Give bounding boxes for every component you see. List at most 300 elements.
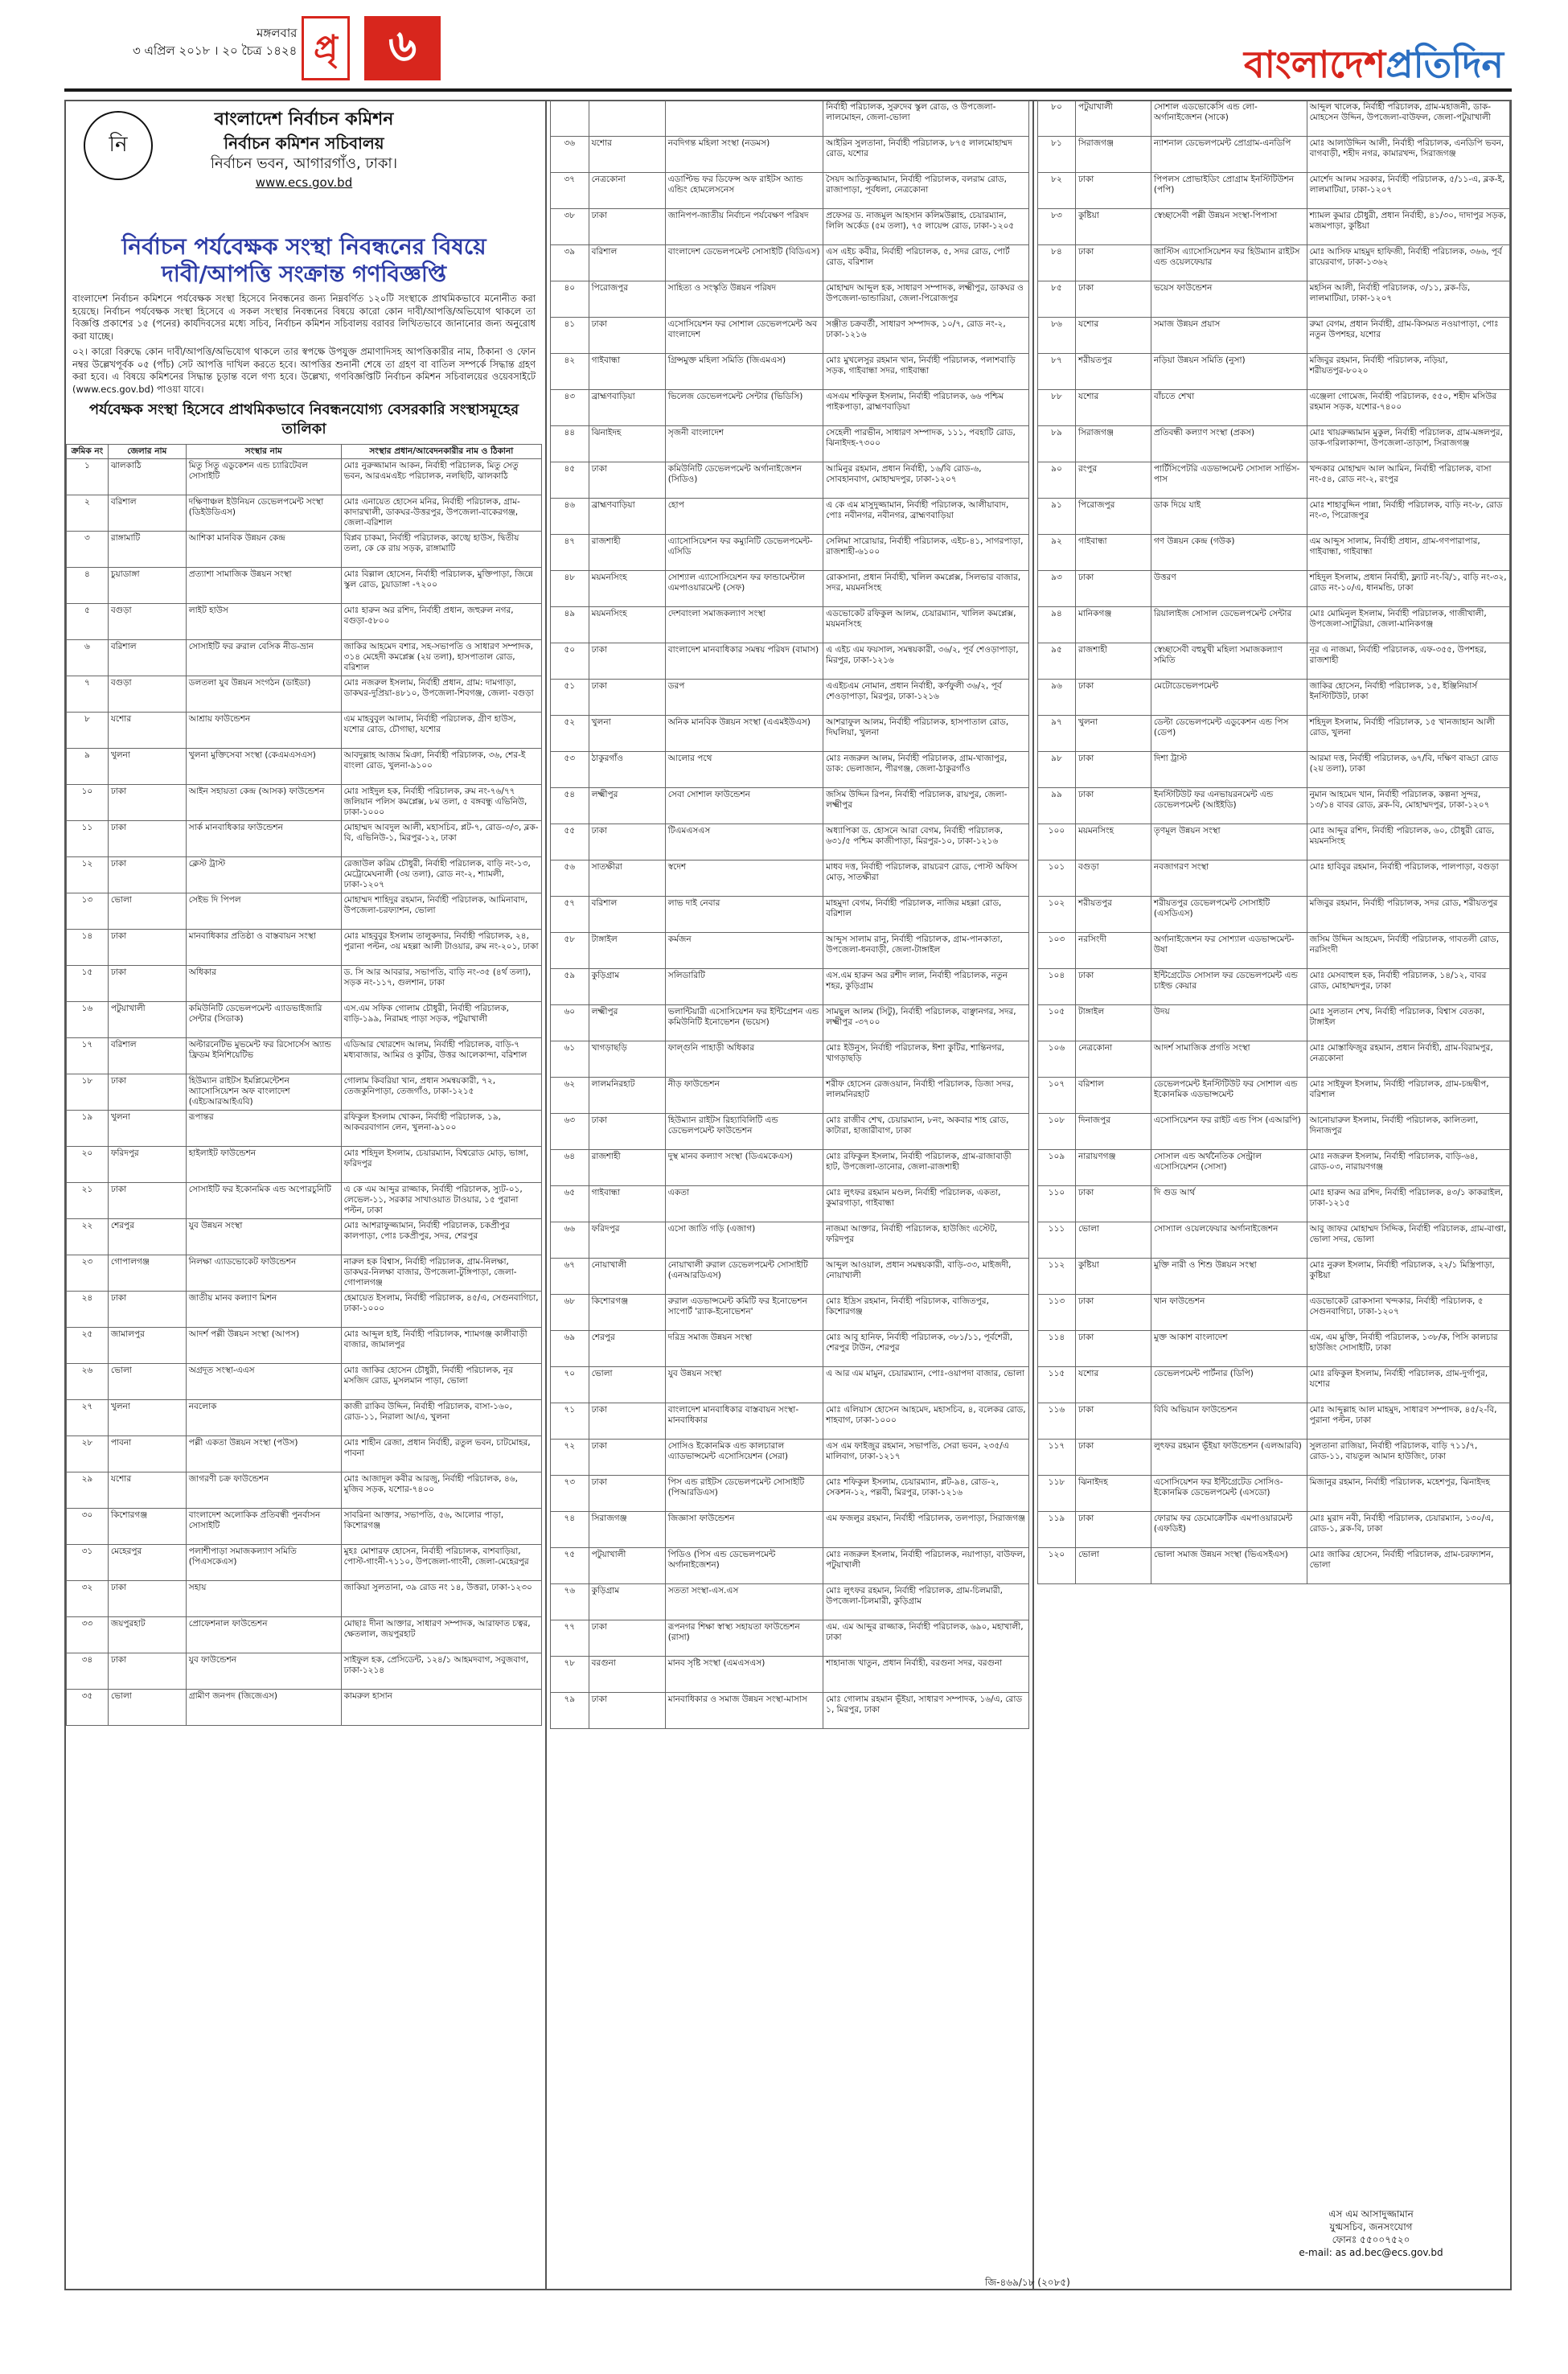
cell-district: নেত্রকোনা [1075, 1041, 1151, 1078]
cell-serial: ৩২ [67, 1581, 109, 1617]
cell-address: সাইফুল হক, প্রেসিডেন্ট, ১২৪/১ আহমদবাগ, সবুজবাগ, ঢাকা-১২১৪ [341, 1653, 541, 1690]
cell-organization: একতা [665, 1186, 823, 1222]
cell-organization: পিস এন্ড রাইটস ডেভেলপমেন্ট সোসাইটি (পিআরডিএস) [665, 1476, 823, 1512]
cell-serial: ২৫ [67, 1328, 109, 1364]
table-row [1038, 643, 1510, 680]
cell-district: ঝালকাঠি [108, 459, 186, 495]
cell-serial: ৯৯ [1038, 788, 1076, 824]
cell-organization: কমিউনিটি ডেভেলপমেন্ট এ্যাডভাইজারি সেন্টার (সিডাক) [186, 1002, 341, 1038]
cell-district: পটুয়াখালী [108, 1002, 186, 1038]
cell-organization: রিয়ালাইজ সোসাল ডেভেলপমেন্ট সেন্টার [1151, 607, 1307, 643]
cell-organization: মানব সৃষ্টি সংস্থা (এমএসএস) [665, 1657, 823, 1693]
cell-address: হেমায়েত ইসলাম, নির্বাহী পরিচালক, ৪৫/এ, সেগুনবাগিচা, ঢাকা-১০০০ [341, 1292, 541, 1328]
cell-serial: ৪৫ [551, 462, 589, 499]
cell-address: এস এইচ কবীর, নির্বাহী পরিচালক, ৫, সদর রোড, পোর্ট রোড, বরিশাল [823, 245, 1029, 281]
cell-organization: বাঁচতে শেখা [1151, 390, 1307, 426]
cell-serial: ২১ [67, 1183, 109, 1219]
cell-serial: ৭৯ [551, 1693, 589, 1729]
cell-district: ভোলা [108, 1690, 186, 1726]
cell-address: আব্দুল খালেক, নির্বাহী পরিচালক, গ্রাম-মহাজনী, ডাক-মোহসেন উদ্দিন, উপজেলা-বাউফল, জেলা-পটুয়াখালী [1307, 101, 1509, 137]
table-row [67, 1002, 542, 1038]
cell-organization: তৃণমূল উন্নয়ন সংস্থা [1151, 824, 1307, 860]
cell-organization: এসোসিয়েশন ফর রাইট এন্ড পিস (এআরপি) [1151, 1114, 1307, 1150]
cell-organization: জিজ্ঞাসা ফাউন্ডেশন [665, 1512, 823, 1548]
table-row [551, 426, 1029, 462]
table-row [67, 1400, 542, 1436]
cell-address: এডিআর খোরশেদ আলম, নির্বাহী পরিচালক, বাড়ি-৭ মধ্যবাজার, আমির ও কুটির, উত্তর আলেকান্দা, বরিশাল [341, 1038, 541, 1074]
table-row [1038, 716, 1510, 752]
cell-organization: অনিক মানবিক উন্নয়ন সংস্থা (এএমইউএস) [665, 716, 823, 752]
cell-address: এম ফজলুর রহমান, নির্বাহী পরিচালক, তলপাড়া, সিরাজগঞ্জ [823, 1512, 1029, 1548]
table-row [67, 568, 542, 604]
cell-serial: ১০ [67, 785, 109, 821]
cell-organization: মুক্তি নারী ও শিশু উন্নয়ন সংস্থা [1151, 1259, 1307, 1295]
cell-serial: ৯১ [1038, 499, 1076, 535]
cell-serial: ৩৮ [551, 209, 589, 245]
cell-serial: ১১৩ [1038, 1295, 1076, 1331]
cell-district: ব্রাহ্মণবাড়িয়া [589, 390, 665, 426]
cell-district: পটুয়াখালী [1075, 101, 1151, 137]
cell-address: মোঃ হারুন অর রশিদ, নির্বাহী পরিচালক, ৪৩/১ কাকরাইল, ঢাকা-১২১৫ [1307, 1186, 1509, 1222]
cell-district: টাঙ্গাইল [589, 933, 665, 969]
cell-district: খুলনা [1075, 716, 1151, 752]
table-row [1038, 680, 1510, 716]
cell-organization: দেশবাংলা সমাজকল্যাণ সংস্থা [665, 607, 823, 643]
cell-address: এম মাহবুবুল আলাম, নির্বাহী পরিচালক, গ্রীণ হাউস, যশোর রোড, চৌগাছা, যশোর [341, 713, 541, 749]
cell-address: শহিদুল ইসলাম, প্রধান নির্বাহী, ফ্ল্যাট নং-বি/১, বাড়ি নং-৩২, রোড নং-১০/এ, ধানমন্ডি, ঢাকা [1307, 571, 1509, 607]
cell-district: খুলনা [108, 1400, 186, 1436]
cell-district: কুষ্টিয়া [1075, 1259, 1151, 1295]
table-row [1038, 1512, 1510, 1548]
notice-title: নির্বাচন পর্যবেক্ষক সংস্থা নিবন্ধনের বিষয়ে দাবী/আপত্তি সংক্রান্ত গণবিজ্ঞপ্তি [121, 233, 486, 287]
cell-organization: জাগরণী চক্র ফাউন্ডেশন [186, 1472, 341, 1509]
cell-organization: সৃজনী বাংলাদেশ [665, 426, 823, 462]
cell-address: মোঃ মোমিনুল ইসলাম, নির্বাহী পরিচালক, গাজীখালী, উপজেলা-সাটুরিয়া, জেলা-মানিকগঞ্জ [1307, 607, 1509, 643]
cell-organization: ইন্টিগ্রেটেড সোসাল ফর ডেভেলপমেন্ট এন্ড চাইল্ড কেয়ার [1151, 969, 1307, 1005]
cell-organization: এডাপ্টিভ ফর ডিফেন্স অফ রাইটস অ্যান্ড এন্ডিং হোমলেসনেস [665, 173, 823, 209]
cell-serial: ১২০ [1038, 1548, 1076, 1584]
header-organization: সংস্থার নাম [186, 445, 341, 459]
cell-address: জসিম উদ্দিন আহমেদ, নির্বাহী পরিচালক, গাবতলী রোড, নরসিংদী [1307, 933, 1509, 969]
cell-address: মোহাম্মদ আব্দুল হক, সাধারণ সম্পাদক, লক্ষ্মীপুর, ডাকঘর ও উপজেলা-ভান্ডারিয়া, জেলা-পিরোজপুর [823, 281, 1029, 318]
table-row [67, 604, 542, 640]
page-number-box [302, 16, 446, 80]
cell-serial: ৩৪ [67, 1653, 109, 1690]
cell-organization: যুব উন্নয়ন সংস্থা [186, 1219, 341, 1255]
cell-organization: আদর্শ পল্লী উন্নয়ন সংস্থা (আপস) [186, 1328, 341, 1364]
table-row [551, 1620, 1029, 1657]
cell-serial: ২২ [67, 1219, 109, 1255]
cell-serial: ২৩ [67, 1255, 109, 1292]
cell-organization: যুব উন্নয়ন সংস্থা [665, 1367, 823, 1403]
cell-organization: ভলান্টিয়ারী এসোসিয়েশন ফর ইন্টিগ্রেশন এন্ড কমিউনিটি ইনোভেশন (ভয়েস) [665, 1005, 823, 1041]
cell-serial: ১০৩ [1038, 933, 1076, 969]
cell-serial: ৪২ [551, 354, 589, 390]
cell-district: লক্ষ্মীপুর [589, 1005, 665, 1041]
signer-name: এস এম আসাদুজ্জামান [1328, 2208, 1414, 2220]
cell-district: রাজশাহী [589, 535, 665, 571]
cell-district: ঢাকা [1075, 1403, 1151, 1440]
cell-address: মোঃ আসিফ মাহমুদ হাফিজী, নির্বাহী পরিচালক, ৩৬৬, পূর্ব রায়েরবাগ, ঢাকা-১৩৬২ [1307, 245, 1509, 281]
table-row [1038, 824, 1510, 860]
table-row [551, 1150, 1029, 1186]
table-row [551, 824, 1029, 860]
cell-district: ঢাকা [1075, 1295, 1151, 1331]
cell-address: মোঃ বিল্লাল হোসেন, নির্বাহী পরিচালক, মুক্তিপাড়া, জিন্নে স্কুল রোড, চুয়াডাঙ্গা -৭২০০ [341, 568, 541, 604]
cell-address: এম. এম আব্দুর রাজ্জাক, নির্বাহী পরিচালক, ৬৯০, মহাখালী, ঢাকা [823, 1620, 1029, 1657]
table-row [1038, 1150, 1510, 1186]
table-row [551, 499, 1029, 535]
cell-address: আনোয়ারুল ইসলাম, নির্বাহী পরিচালক, কালিতলা, দিনাজপুর [1307, 1114, 1509, 1150]
org-website: www.ecs.gov.bd [255, 175, 353, 190]
cell-organization: খুলনা মুক্তিসেবা সংস্থা (কেএমএসএস) [186, 749, 341, 785]
cell-serial: ১০০ [1038, 824, 1076, 860]
cell-district: ঢাকা [589, 1114, 665, 1150]
cell-organization: যুব ফাউন্ডেশন [186, 1653, 341, 1690]
cell-district: লক্ষ্মীপুর [589, 788, 665, 824]
cell-district: পিরোজপুর [1075, 499, 1151, 535]
election-commission-seal-icon: নি [84, 111, 153, 180]
cell-serial: ২০ [67, 1147, 109, 1183]
cell-serial: ১১৯ [1038, 1512, 1076, 1548]
table-row [551, 137, 1029, 173]
table-row [1038, 318, 1510, 354]
cell-organization: দরিদ্র সমাজ উন্নয়ন সংস্থা [665, 1331, 823, 1367]
cell-district: ঢাকা [108, 1653, 186, 1690]
cell-organization: রূপান্তর [186, 1111, 341, 1147]
cell-serial: ৯৫ [1038, 643, 1076, 680]
cell-organization: ফোরাম ফর ডেমোক্রেটিক এমপাওয়ারমেন্ট (এফডিই) [1151, 1512, 1307, 1548]
table-row [551, 1331, 1029, 1367]
cell-district: পাবনা [108, 1436, 186, 1472]
cell-district: টাঙ্গাইল [1075, 1005, 1151, 1041]
cell-serial: ২৬ [67, 1364, 109, 1400]
column-divider [545, 100, 547, 2290]
cell-district: ঝিনাইদহ [589, 426, 665, 462]
cell-district: কুড়িগ্রাম [589, 969, 665, 1005]
cell-district: যশোর [589, 137, 665, 173]
column-3 [1037, 100, 1510, 2290]
cell-district: ঢাকা [1075, 1512, 1151, 1548]
table-row [1038, 390, 1510, 426]
cell-organization: ডেল্টা ডেভেলপমেন্ট এডুকেশন এন্ড পিস (ডেপ) [1151, 716, 1307, 752]
cell-serial: ৬৫ [551, 1186, 589, 1222]
cell-district: সাতক্ষীরা [589, 860, 665, 897]
cell-organization: বাংলাদেশ ডেভেলপমেন্ট সোসাইটি (বিডিএস) [665, 245, 823, 281]
cell-serial: ৫৮ [551, 933, 589, 969]
table-row [551, 1657, 1029, 1693]
cell-address: মোঃ এলিয়াস হোসেন আহমেদ, মহাসচিব, ৪, বলেকর রোড, শাহবাগ, ঢাকা-১০০০ [823, 1403, 1029, 1440]
cell-district: জয়পুরহাট [108, 1617, 186, 1653]
cell-district: ফরিদপুর [108, 1147, 186, 1183]
table-row [551, 462, 1029, 499]
table-row [67, 1147, 542, 1183]
cell-district: ময়মনসিংহ [589, 571, 665, 607]
cell-district: পিরোজপুর [589, 281, 665, 318]
cell-address: মোঃ শহিদুল ইসলাম, চেয়ারম্যান, বিশ্বরোড মোড়, ভাঙ্গা, ফরিদপুর [341, 1147, 541, 1183]
cell-serial: ৭৬ [551, 1584, 589, 1620]
cell-organization: নিলক্ষা এ্যাডভোকেট ফাউন্ডেশন [186, 1255, 341, 1292]
table-row [551, 1078, 1029, 1114]
cell-serial: ২৯ [67, 1472, 109, 1509]
table-row [1038, 535, 1510, 571]
column-1 [66, 100, 542, 2290]
cell-district: ব্রাহ্মণবাড়িয়া [589, 499, 665, 535]
org-address: নির্বাচন ভবন, আগারগাঁও, ঢাকা। [210, 155, 398, 172]
cell-organization: এসো জাতি গড়ি (এজাগ) [665, 1222, 823, 1259]
cell-address: মোঃ আশরাফুজ্জামান, নির্বাহী পরিচালক, চকপ্রীপুর কালপাড়া, পোঃ চকপ্রীপুর, সদর, শেরপুর [341, 1219, 541, 1255]
table-row [67, 821, 542, 857]
signature-block [1238, 2208, 1504, 2259]
cell-address: মজিবুর রহমান, নির্বাহী পরিচালক, সদর রোড, শরীয়তপুর [1307, 897, 1509, 933]
cell-district: শেরপুর [589, 1331, 665, 1367]
cell-district: ঢাকা [589, 680, 665, 716]
cell-serial: ৫৫ [551, 824, 589, 860]
cell-district: ফরিদপুর [589, 1222, 665, 1259]
table-row [67, 857, 542, 893]
cell-organization: শরীয়তপুর ডেভেলপমেন্ট সোসাইটি (এসডিএস) [1151, 897, 1307, 933]
cell-organization: সমাজ উন্নয়ন প্রয়াস [1151, 318, 1307, 354]
cell-address: এম আব্দুস সালাম, নির্বাহী প্রধান, গ্রাম-গণপারাপার, গাইবান্ধা, গাইবান্ধা [1307, 535, 1509, 571]
cell-serial: ৬৩ [551, 1114, 589, 1150]
table-row [551, 354, 1029, 390]
cell-organization: দুস্থ মানব কল্যাণ সংস্থা (ডিএমকেএস) [665, 1150, 823, 1186]
cell-organization: বাংলাদেশ অলোকিক প্রতিবন্ধী পুনর্বাসন সোসাইটি [186, 1509, 341, 1545]
cell-address: মাধব দত্ত, নির্বাহী পরিচালক, রায়চরণ রোড, পোস্ট অফিস মোড়, সাতক্ষীরা [823, 860, 1029, 897]
header-district: জেলার নাম [108, 445, 186, 459]
cell-district: ঢাকা [1075, 1440, 1151, 1476]
cell-serial: ৬৮ [551, 1295, 589, 1331]
cell-serial: ৫৭ [551, 897, 589, 933]
cell-organization: স্বদেশ [665, 860, 823, 897]
cell-address: রুমা বেগম, প্রধান নির্বাহী, গ্রাম-কিসমত নওয়াপাড়া, পোঃ নতুন উপশহর, যশোর [1307, 318, 1509, 354]
cell-organization: মানবাধিকার ও সমাজ উন্নয়ন সংস্থা-মাসাস [665, 1693, 823, 1729]
cell-address: মোঃ রফিকুল ইসলাম, নির্বাহী পরিচালক, গ্রাম-রাজাবাড়ী হাট, উপজেলা-তানোর, জেলা-রাজশাহী [823, 1150, 1029, 1186]
masthead-blue: প্রতিদিন [1385, 43, 1504, 86]
table-row [1038, 1440, 1510, 1476]
cell-district: ঢাকা [589, 824, 665, 860]
org-table-2 [550, 100, 1029, 1729]
cell-district: বরিশাল [1075, 1078, 1151, 1114]
cell-serial: ৬৭ [551, 1259, 589, 1295]
cell-address: ড. সি আর আবরার, সভাপতি, বাড়ি নং-৩৫ (৪র্থ তলা), সড়ক নং-১১৭, গুলশান, ঢাকা [341, 966, 541, 1002]
cell-address: এসএম শফিকুল ইসলাম, নির্বাহী পরিচালক, ৬৬ পশ্চিম পাইকপাড়া, ব্রাহ্মণবাড়িয়া [823, 390, 1029, 426]
cell-address: মোঃ নজরুল ইসলাম, নির্বাহী পরিচালক, বাড়ি-৬৪, রোড-০৩, নারায়ণগঞ্জ [1307, 1150, 1509, 1186]
cell-serial: ২৮ [67, 1436, 109, 1472]
table-row [551, 1548, 1029, 1584]
cell-address: প্রফেসর ড. নাজমুল আহসান কলিমউল্লাহ, চেয়ারম্যান, লিলি অর্কেড (৫ম তলা), ৭৫ লায়েন্স রোড, ঢাকা-১২০৫ [823, 209, 1029, 245]
masthead-logo [1244, 37, 1504, 98]
table-row [67, 713, 542, 749]
cell-organization: ডলতলা যুব উন্নয়ন সংগঠন (ডাইডা) [186, 676, 341, 713]
org-table-1 [66, 444, 542, 1726]
table-row [1038, 933, 1510, 969]
cell-address: মোঃ শাহীন রেজা, প্রধান নির্বাহী, রতুল ভবন, চাটমোহর, পাবনা [341, 1436, 541, 1472]
cell-organization: এসোসিয়েশন ফর ইন্টিগ্রেটেড সোসিও-ইকোনমিক ডেভেলপমেন্ট (এসডো) [1151, 1476, 1307, 1512]
cell-district: ঢাকা [1075, 571, 1151, 607]
cell-district: ঢাকা [1075, 1331, 1151, 1367]
cell-address: সৈয়দ আতিকুজ্জামান, নির্বাহী পরিচালক, বলরাম রোড, রাজাপাড়া, পূর্বধলা, নেত্রকোনা [823, 173, 1029, 209]
cell-organization [665, 101, 823, 137]
masthead-red: বাংলাদেশ [1243, 43, 1386, 86]
cell-district: গাইবান্ধা [589, 1186, 665, 1222]
table-row [551, 607, 1029, 643]
cell-address: মোঃ আবু হানিফ, নির্বাহী পরিচালক, ৩৮১/১১, পূর্বশেরী, শেরপুর টাউন, শেরপুর [823, 1331, 1029, 1367]
cell-address: শ্যামল কুমার চৌধুরী, প্রধান নির্বাহী, ৪১/৩০, দাদাপুর সড়ক, মজমপাড়া, কুষ্টিয়া [1307, 209, 1509, 245]
table-row [551, 1584, 1029, 1620]
cell-serial: ৭৩ [551, 1476, 589, 1512]
cell-organization: মানবাধিকার প্রতিষ্ঠা ও বাস্তবায়ন সংস্থা [186, 930, 341, 966]
cell-serial: ৬ [67, 640, 109, 676]
cell-district: কুড়িগ্রাম [589, 1584, 665, 1620]
table-row [67, 1328, 542, 1364]
cell-district: ভোলা [589, 1367, 665, 1403]
ad-code: জি-৪৬৯/১৮ (২০৮৫) [985, 2277, 1070, 2288]
cell-organization: আইন সহায়তা কেন্দ্র (আসক) ফাউন্ডেশন [186, 785, 341, 821]
table-row [67, 1292, 542, 1328]
cell-organization: স্বেচ্ছাসেবী বহুমুখী মহিলা সমাজকল্যাণ সমিতি [1151, 643, 1307, 680]
cell-serial: ২৭ [67, 1400, 109, 1436]
cell-address: মুহঃ মোশারফ হোসেন, নির্বাহী পরিচালক, বাশবাড়িয়া, পোস্ট-গাংনী-৭১১০, উপজেলা-গাংনী, জেলা-মেহেরপুর [341, 1545, 541, 1581]
cell-address: রোকসানা, প্রধান নির্বাহী, খলিল কমপ্লেক্স, সিলভার বাজার, সদর, ময়মনসিংহ [823, 571, 1029, 607]
cell-district: নেত্রকোনা [589, 173, 665, 209]
cell-serial: ৭১ [551, 1403, 589, 1440]
table-row [67, 1436, 542, 1472]
cell-district: যশোর [1075, 390, 1151, 426]
cell-organization: সোসিও ইকোনমিক এন্ড কালচারাল এ্যাডভান্সমেন্ট এসোসিয়েশন (সেরা) [665, 1440, 823, 1476]
cell-organization: সোসাল এন্ড অর্থনৈতিক সেন্ট্রাল এসোসিয়েশন (সোসা) [1151, 1150, 1307, 1186]
cell-address: অধ্যাপিকা ড. হোসনে আরা বেগম, নির্বাহী পরিচালক, ৬৩১/৫ পশ্চিম কাজীপাড়া, মিরপুর-১০, ঢাকা-১২১৬ [823, 824, 1029, 860]
cell-address: আইরিন সুলতানা, নির্বাহী পরিচালক, ৮৭৫ লালমোহাম্মদ রোড, যশোর [823, 137, 1029, 173]
cell-address: শহিদুল ইসলাম, নির্বাহী পরিচালক, ১৫ খানজাহান আলী রোড, খুলনা [1307, 716, 1509, 752]
cell-address: মহসিন আলী, নির্বাহী পরিচালক, ৩/১১, ব্লক-ডি, লালমাটিয়া, ঢাকা-১২০৭ [1307, 281, 1509, 318]
table-row [67, 1581, 542, 1617]
cell-serial: ৮৫ [1038, 281, 1076, 318]
cell-district: চুয়াডাঙ্গা [108, 568, 186, 604]
cell-serial: ৮৪ [1038, 245, 1076, 281]
cell-district: ঢাকা [108, 930, 186, 966]
cell-district: নরসিংদী [1075, 933, 1151, 969]
cell-serial: ৬০ [551, 1005, 589, 1041]
cell-serial: ১৪ [67, 930, 109, 966]
table-row [67, 1255, 542, 1292]
header-serial: ক্রমিক নং [67, 445, 109, 459]
cell-organization: প্রোফেশনাল ফাউন্ডেশন [186, 1617, 341, 1653]
cell-organization: নীড় ফাউন্ডেশন [665, 1078, 823, 1114]
cell-organization: অধিকার [186, 966, 341, 1002]
cell-serial [551, 101, 589, 137]
cell-district: যশোর [1075, 318, 1151, 354]
list-subtitle: পর্যবেক্ষক সংস্থা হিসেবে প্রাথমিকভাবে নিবন্ধনযোগ্য বেসরকারি সংস্থাসমূহের তালিকা [88, 401, 519, 437]
cell-district: ঢাকা [108, 1581, 186, 1617]
cell-organization: সোস্যাল ওয়েলফেয়ার অর্গানাইজেশন [1151, 1222, 1307, 1259]
cell-address: মোঃ সুলতান শেখ, নির্বাহী পরিচালক, বিশ্বাস বেতকা, টাঙ্গাইল [1307, 1005, 1509, 1041]
cell-address: খন্দকার মোহাম্মদ আল আমিন, নির্বাহী পরিচালক, বাসা নং-৫৪, রোড নং-২, রংপুর [1307, 462, 1509, 499]
cell-address: আমিনুর রহমান, প্রধান নির্বাহী, ১৬/বি রোড-৬, সোবহানবাগ, মোহাম্মদপুর, ঢাকা-১২০৭ [823, 462, 1029, 499]
cell-organization: হিউম্যান রাইটস ইমপ্লিমেন্টেশন অ্যাসোসিয়েশন অফ বাংলাদেশ (এইচআরআইএবি) [186, 1074, 341, 1111]
table-row [67, 966, 542, 1002]
cell-serial: ৯৩ [1038, 571, 1076, 607]
cell-address: মোঃ আব্দুল হাই, নির্বাহী পরিচালক, শ্যামগঞ্জ কালীবাড়ী বাজার, জামালপুর [341, 1328, 541, 1364]
cell-address: মোঃ হাবিবুর রহমান, নির্বাহী পরিচালক, পালপাড়া, বগুড়া [1307, 860, 1509, 897]
cell-serial: ১০৭ [1038, 1078, 1076, 1114]
table-row [551, 1403, 1029, 1440]
cell-address: মোঃ রাজীব শেখ, চেয়ারম্যান, ৮নং, অকবার শাহ রোড, কাটারা, হাজারীবাগ, ঢাকা [823, 1114, 1029, 1150]
cell-district: ঢাকা [589, 1620, 665, 1657]
cell-serial: ৮১ [1038, 137, 1076, 173]
cell-serial: ৮৮ [1038, 390, 1076, 426]
cell-address: মোঃ মাহবুবুর ইসলাম তালুকদার, নির্বাহী পরিচালক, ২৪, পুরানা পল্টন, ৩য় মহল্লা আলী টাওয়ার, রুম নং-২০১, ঢাকা [341, 930, 541, 966]
table-row [551, 535, 1029, 571]
cell-district: ময়মনসিংহ [1075, 824, 1151, 860]
cell-serial: ১৫ [67, 966, 109, 1002]
cell-serial: ৭৮ [551, 1657, 589, 1693]
cell-serial: ৪৪ [551, 426, 589, 462]
cell-address: সুলতানা রাজিয়া, নির্বাহী পরিচালক, বাড়ি ৭১১/৭, রোড-১১, বায়তুল আমান হাউজিং, ঢাকা [1307, 1440, 1509, 1476]
cell-serial: ৮৭ [1038, 354, 1076, 390]
cell-serial: ৮২ [1038, 173, 1076, 209]
cell-organization: ভিলেজ ডেভেলপমেন্ট সেন্টার (ভিডিসি) [665, 390, 823, 426]
cell-serial: ৭৭ [551, 1620, 589, 1657]
cell-organization: আদর্শ সামাজিক প্রগতি সংস্থা [1151, 1041, 1307, 1078]
cell-district: বরিশাল [108, 640, 186, 676]
cell-organization: এসোসিয়েশন ফর সোশাল ডেভেলপমেন্ট অব বাংলাদেশ [665, 318, 823, 354]
cell-organization: সোশাল এডভোকেসি এন্ড লো-অর্গানাইজেশন (সাকে) [1151, 101, 1307, 137]
cell-serial: ৫৯ [551, 969, 589, 1005]
cell-serial: ৭৪ [551, 1512, 589, 1548]
cell-district: ঢাকা [1075, 680, 1151, 716]
cell-serial: ৪৭ [551, 535, 589, 571]
cell-address: এ এইচ এম ফয়সাল, সমন্বয়কারী, ৩৬/২, পূর্ব শেওড়াপাড়া, মিরপুর, ঢাকা-১২১৬ [823, 643, 1029, 680]
cell-serial: ৪০ [551, 281, 589, 318]
cell-address: এ আর এম মামুন, চেয়ারম্যান, পোঃ-ওয়াপদা বাজার, ভোলা [823, 1367, 1029, 1403]
cell-organization: দিশা ট্রাস্ট [1151, 752, 1307, 788]
cell-address: মোঃ এনায়েত হোসেন মনির, নির্বাহী পরিচালক, গ্রাম-কাদারখালী, ডাকঘর-উত্তরপুর, উপজেলা-বাকেরগঞ্জ, জেলা-বরিশাল [341, 495, 541, 532]
table-row [551, 933, 1029, 969]
cell-serial: ১০৯ [1038, 1150, 1076, 1186]
cell-serial: ১০২ [1038, 897, 1076, 933]
cell-serial: ৪৮ [551, 571, 589, 607]
table-row [1038, 1005, 1510, 1041]
notice-header [66, 100, 542, 228]
cell-district: সিরাজগঞ্জ [1075, 426, 1151, 462]
cell-organization: ইনস্টিটিউট ফর এনভায়রনমেন্ট এন্ড ডেভেলপমেন্ট (আইইডি) [1151, 788, 1307, 824]
table-row [1038, 245, 1510, 281]
cell-serial: ৫২ [551, 716, 589, 752]
org-secretariat: নির্বাচন কমিশন সচিবালয় [224, 133, 384, 153]
date-line: ৩ এপ্রিল ২০১৮ । ২০ চৈত্র ১৪২৪ [133, 43, 298, 58]
cell-address: এস.এম হারুন অর রশীদ লাল, নির্বাহী পরিচালক, নতুন শহর, কুড়িগ্রাম [823, 969, 1029, 1005]
cell-organization: সোশ্যাল এ্যাসোসিয়েশন ফর ফান্ডামেন্টাল এমপাওয়ারমেন্ট (সেফ) [665, 571, 823, 607]
cell-serial: ১১৭ [1038, 1440, 1076, 1476]
cell-address: জসিম উদ্দিন রিপন, নির্বাহী পরিচালক, রায়পুর, জেলা-লক্ষ্মীপুর [823, 788, 1029, 824]
cell-serial: ৯৪ [1038, 607, 1076, 643]
cell-district: ভোলা [108, 893, 186, 930]
cell-district: যশোর [108, 713, 186, 749]
table-row [1038, 426, 1510, 462]
cell-serial: ১০১ [1038, 860, 1076, 897]
table-row [1038, 1476, 1510, 1512]
cell-district: সিরাজগঞ্জ [589, 1512, 665, 1548]
cell-district: ঢাকা [108, 857, 186, 893]
cell-serial: ৭০ [551, 1367, 589, 1403]
cell-district: ঢাকা [589, 209, 665, 245]
table-row [67, 1219, 542, 1255]
cell-address: জাকির আহমেদ বশার, সহ-সভাপতি ও সাধারণ সম্পাদক, ৩১৪ মেহেদী কমপ্লেক্স (২য় তলা), হাসপাতাল রোড, বরিশাল [341, 640, 541, 676]
cell-serial: ৩০ [67, 1509, 109, 1545]
table-row [551, 1440, 1029, 1476]
cell-serial: ৩৯ [551, 245, 589, 281]
